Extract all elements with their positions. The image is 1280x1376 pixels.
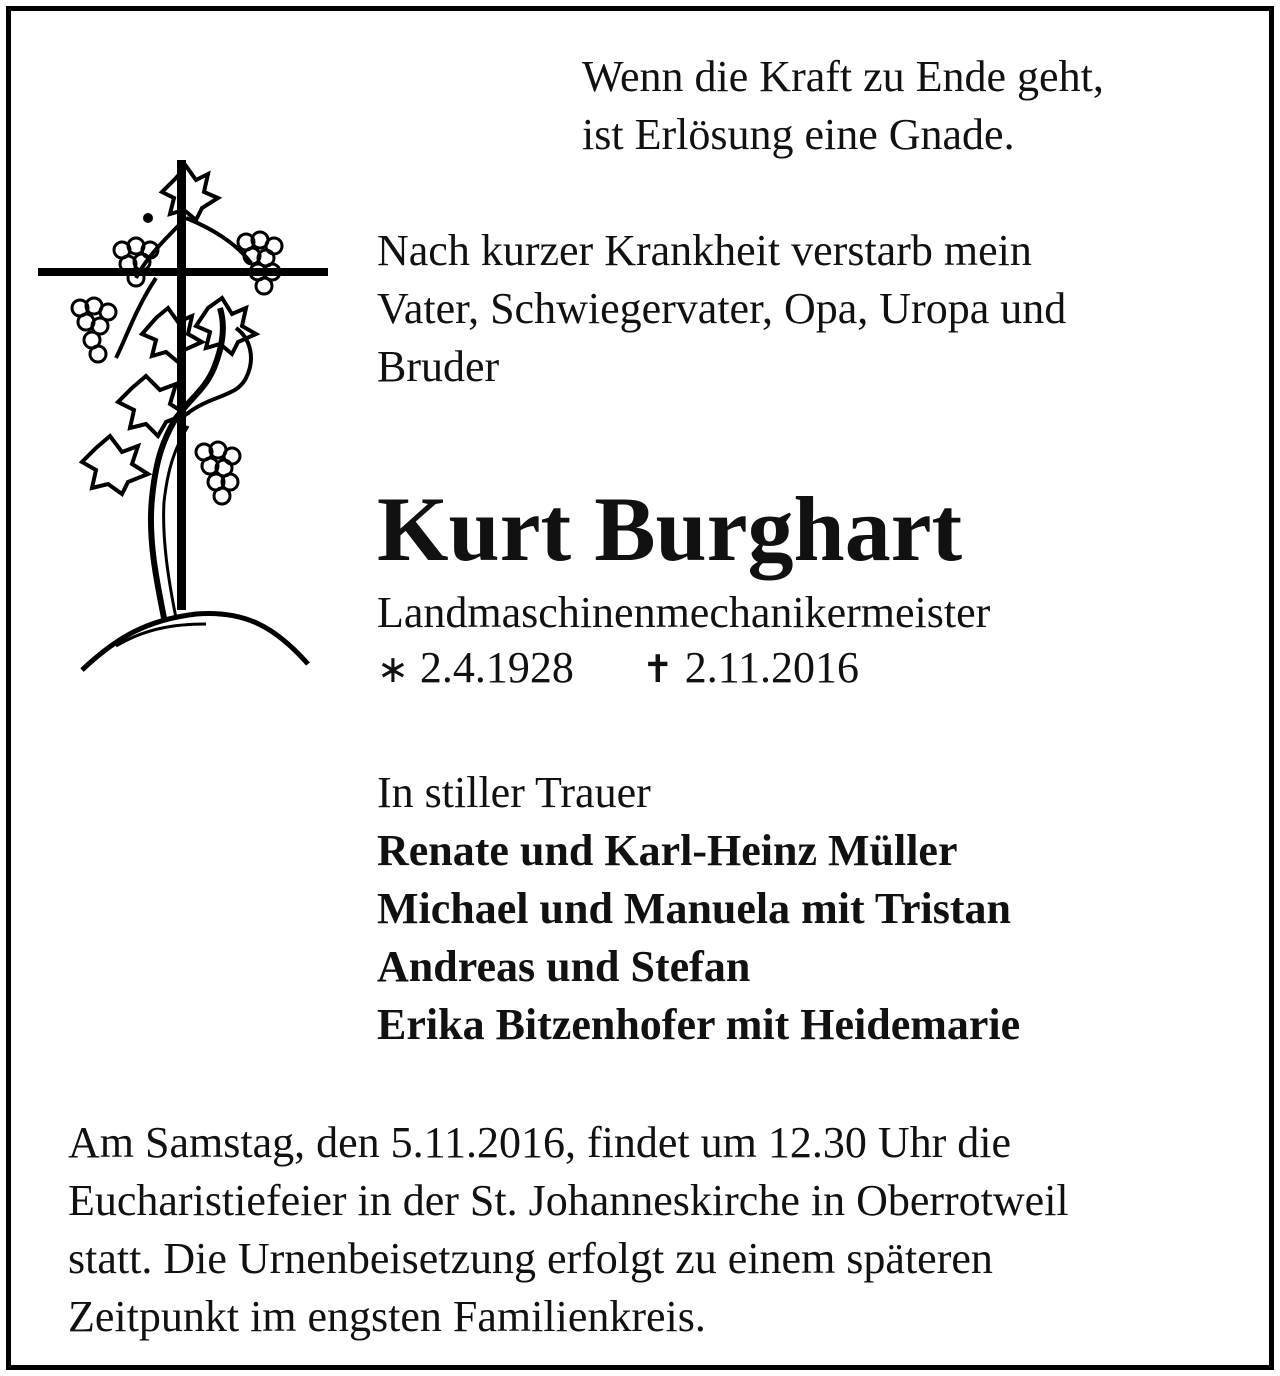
intro-text <box>377 222 1217 396</box>
birth-date: 2.4.1928 <box>419 643 574 692</box>
motto-line-1: Wenn die Kraft zu Ende geht, <box>582 52 1104 101</box>
service-line-1: Am Samstag, den 5.11.2016, findet um 12.30 Uhr die <box>68 1118 1012 1167</box>
service-notice <box>68 1114 1228 1346</box>
cross-with-grapevine-icon <box>36 158 336 678</box>
deceased-name: Kurt Burghart <box>377 478 963 580</box>
life-dates <box>377 639 859 698</box>
mourner-entry: Renate und Karl-Heinz Müller <box>377 826 958 875</box>
mourners-list <box>377 822 1020 1054</box>
mourner-entry: Erika Bitzenhofer mit Heidemarie <box>377 1000 1021 1049</box>
service-line-2: Eucharistiefeier in der St. Johanneskirche in Oberrotweil <box>68 1176 1069 1225</box>
mourner-entry: Andreas und Stefan <box>377 942 751 991</box>
birth-star-icon: ∗ <box>377 647 409 691</box>
death-cross-icon: ✝ <box>641 647 674 691</box>
motto-line-2: ist Erlösung eine Gnade. <box>582 110 1015 159</box>
service-line-3: statt. Die Urnenbeisetzung erfolgt zu einem späteren <box>68 1234 993 1283</box>
motto-quote <box>582 48 1104 164</box>
mourner-entry: Michael und Manuela mit Tristan <box>377 884 1011 933</box>
intro-line-1: Nach kurzer Krankheit verstarb mein <box>377 226 1032 275</box>
intro-line-3: Bruder <box>377 342 500 391</box>
death-date: 2.11.2016 <box>684 643 860 692</box>
service-line-4: Zeitpunkt im engsten Familienkreis. <box>68 1292 706 1341</box>
intro-line-2: Vater, Schwiegervater, Opa, Uropa und <box>377 284 1067 333</box>
mourning-heading: In stiller Trauer <box>377 768 651 817</box>
deceased-profession: Landmaschinenmechanikermeister <box>377 588 991 637</box>
